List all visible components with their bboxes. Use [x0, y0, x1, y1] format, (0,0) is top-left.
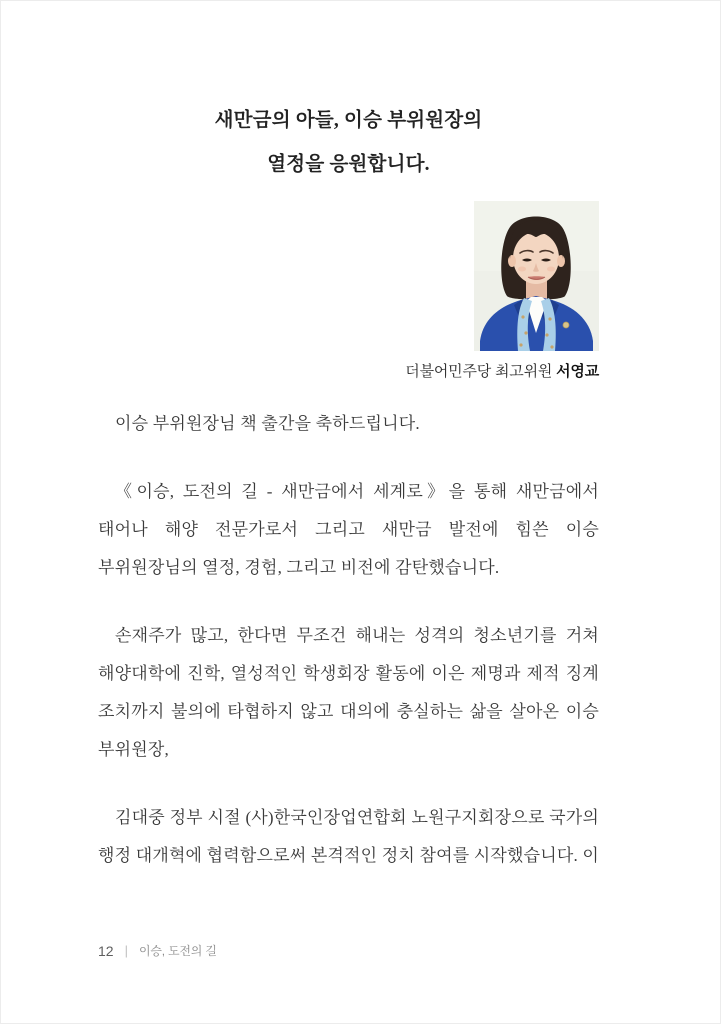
content-column — [98, 1, 599, 905]
caption-affiliation: 더불어민주당 최고위원 — [405, 363, 557, 380]
photo-block — [98, 201, 599, 381]
page-title-line1: 새만금의 아들, 이승 부위원장의 — [214, 110, 483, 131]
footer-book-title: 이승, 도전의 길 — [138, 944, 217, 958]
body-paragraph: 김대중 정부 시절 (사)한국인장업연합회 노원구지회장으로 국가의 행정 대개혁에 협력함으로써 본격적인 정치 참여를 시작했습니다. 이 — [98, 808, 600, 865]
footer-page-number: 12 — [98, 942, 114, 959]
portrait-photo — [474, 201, 599, 351]
page-footer — [98, 942, 217, 959]
page-title-line2: 열정을 응원합니다. — [267, 154, 430, 175]
body-paragraph: 이승 부위원장님 책 출간을 축하드립니다. — [115, 414, 420, 433]
body-paragraph: 《이승, 도전의 길 - 새만금에서 세계로》을 통해 새만금에서 태어나 해양 전문가로서 그리고 새만금 발전에 힘쓴 이승 부위원장님의 열정, 경험, 그리고 비전에 감탄했습니다. — [98, 482, 599, 577]
photo-caption — [405, 360, 599, 381]
body-paragraph: 손재주가 많고, 한다면 무조건 해내는 성격의 청소년기를 거쳐 해양대학에 진학, 열성적인 학생회장 활동에 이은 제명과 제적 징계 조치까지 불의에 타협하지 않고 대의에 충실하는 삶을 살아온 이승 부위원장, — [98, 626, 599, 759]
caption-person-name: 서영교 — [556, 363, 599, 380]
body-text — [98, 405, 599, 875]
page-title — [98, 99, 599, 187]
footer-separator: | — [124, 943, 128, 958]
